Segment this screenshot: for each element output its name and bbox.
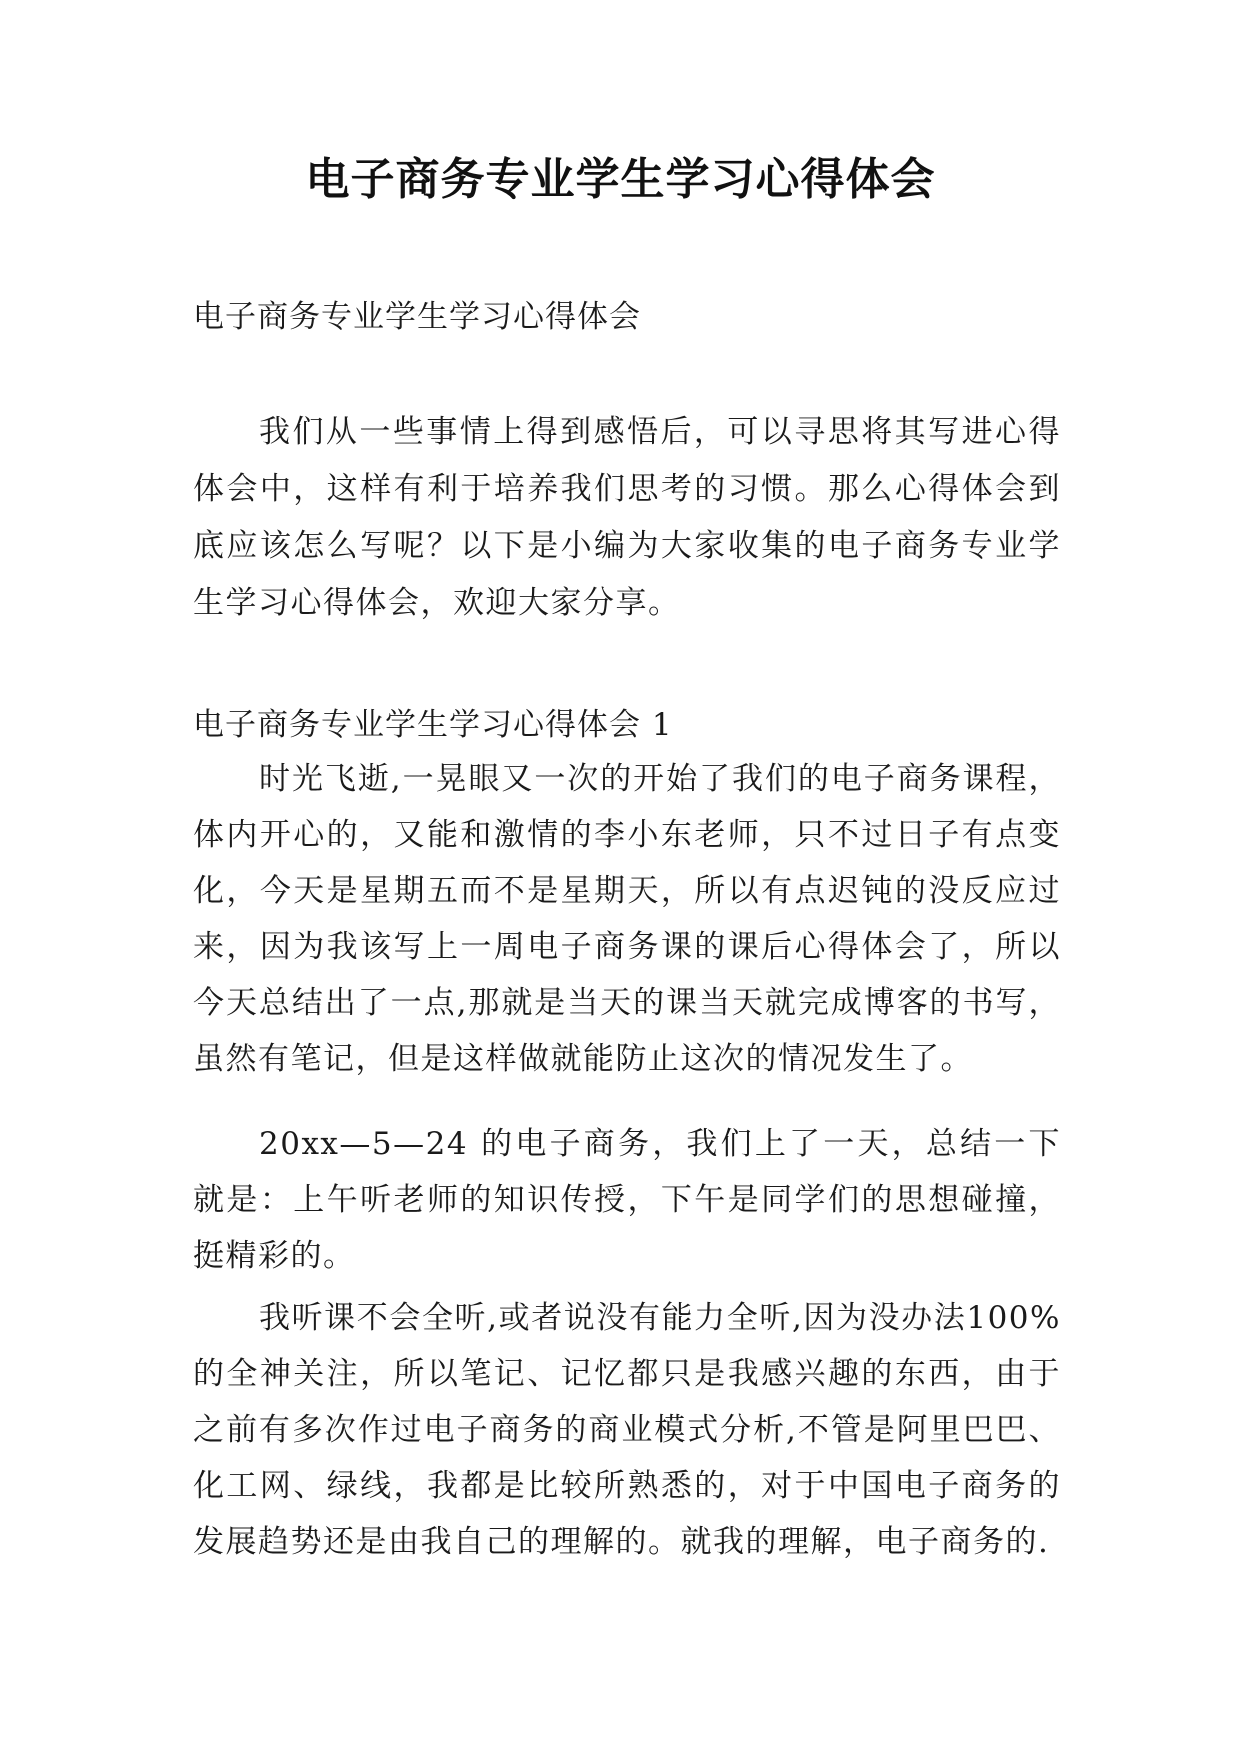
intro-paragraph: 我们从一些事情上得到感悟后，可以寻思将其写进心得体会中，这样有利于培养我们思考的习惯。那么心得体会到底应该怎么写呢？以下是小编为大家收集的电子商务专业学生学习心得体会，欢迎大家分享。 bbox=[193, 414, 1061, 621]
body-paragraph-1: 时光飞逝,一晃眼又一次的开始了我们的电子商务课程，体内开心的，又能和激情的李小东老师，只不过日子有点变化，今天是星期五而不是星期天，所以有点迟钝的没反应过来，因为我该写上一周电子商务课的课后心得体会了，所以今天总结出了一点,那就是当天的课当天就完成博客的书写，虽然有笔记，但是这样做就能防止这次的情况发生了。 bbox=[193, 761, 1061, 1077]
section-heading: 电子商务专业学生学习心得体会 1 bbox=[193, 707, 673, 743]
document-subtitle: 电子商务专业学生学习心得体会 bbox=[193, 299, 641, 335]
body-paragraph-2: 20xx—5—24 的电子商务，我们上了一天，总结一下就是：上午听老师的知识传授，下午是同学们的思想碰撞，挺精彩的。 bbox=[193, 1126, 1061, 1274]
document-title: 电子商务专业学生学习心得体会 bbox=[305, 154, 936, 205]
body-paragraph-3: 我听课不会全听,或者说没有能力全听,因为没办法100%的全神关注，所以笔记、记忆都只是我感兴趣的东西，由于之前有多次作过电子商务的商业模式分析,不管是阿里巴巴、化工网、绿线，我都是比较所熟悉的，对于中国电子商务的发展趋势还是由我自己的理解的。就我的理解，电子商务的. bbox=[193, 1300, 1061, 1560]
